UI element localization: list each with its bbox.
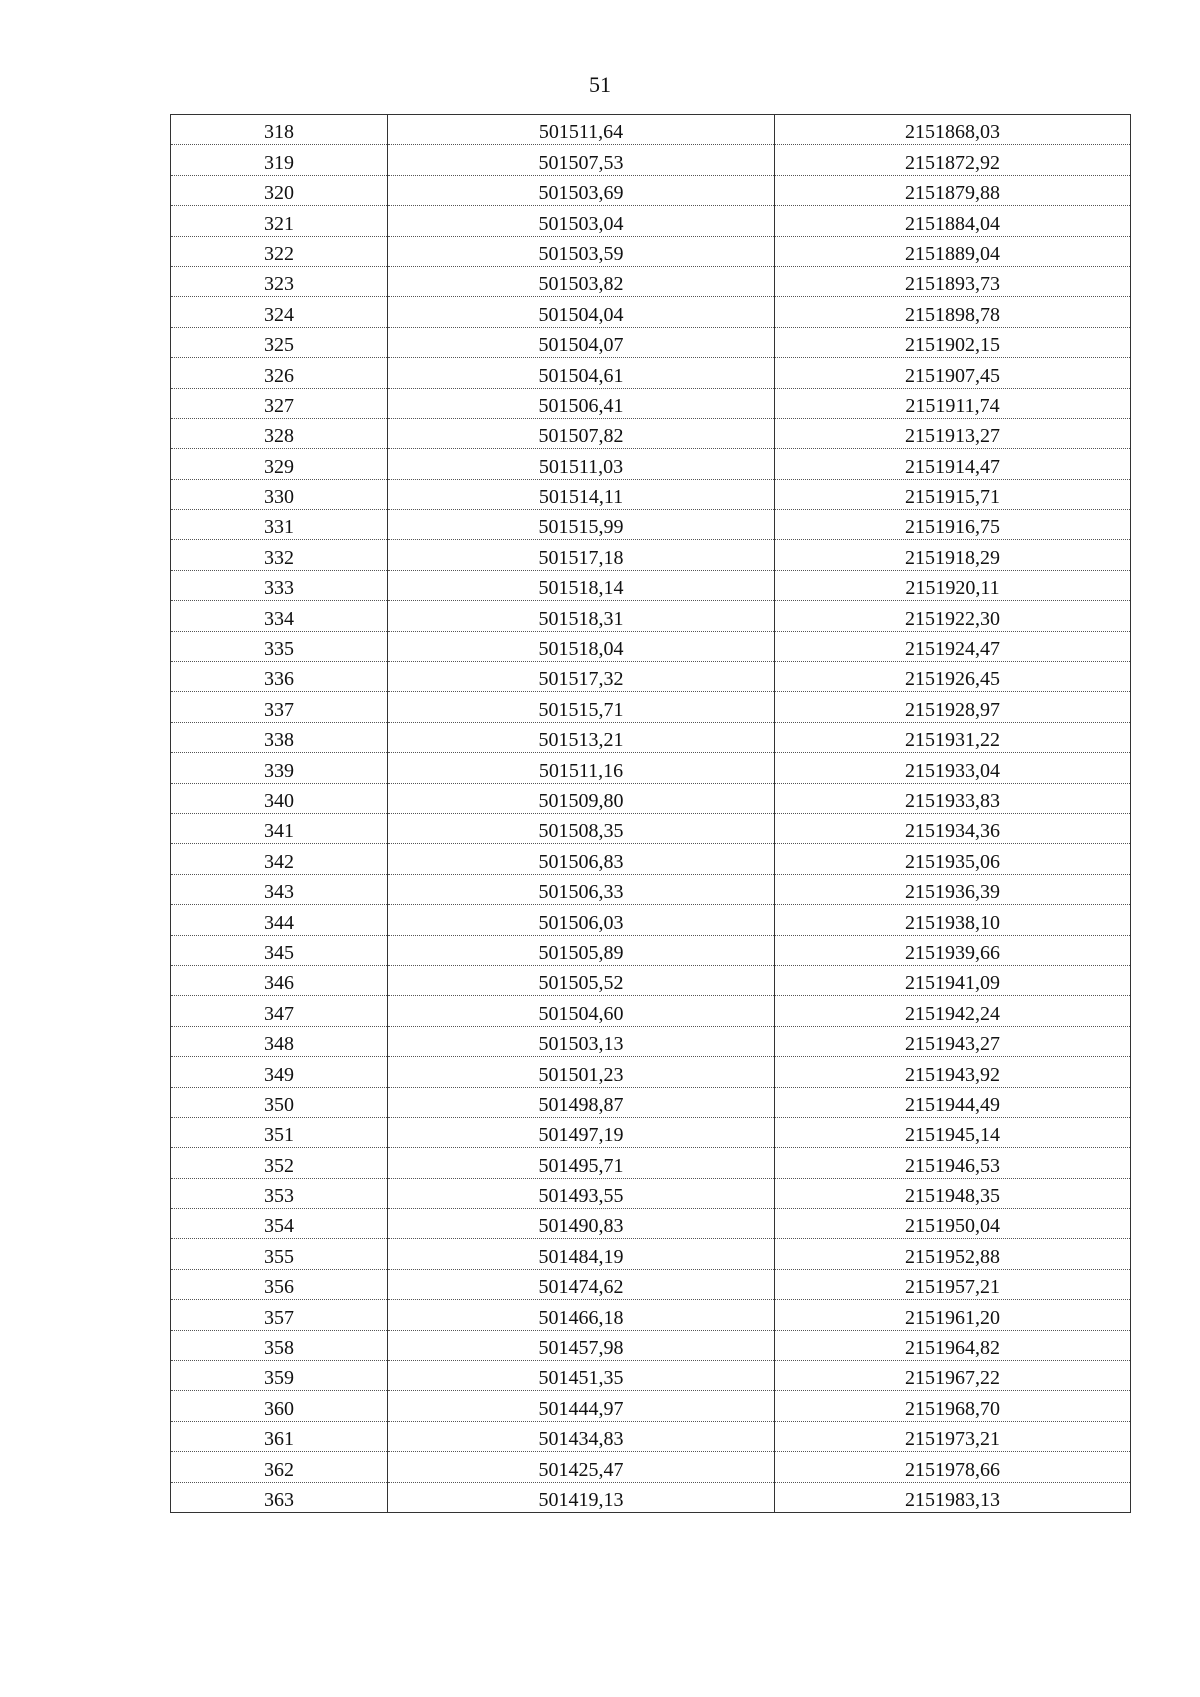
x-coordinate-cell: 501504,04	[388, 297, 775, 327]
point-number-cell: 331	[171, 510, 388, 540]
point-number-cell: 350	[171, 1087, 388, 1117]
table-row	[171, 327, 1131, 357]
y-coordinate-cell: 2151983,13	[775, 1482, 1131, 1512]
point-number-cell: 325	[171, 327, 388, 357]
table-row	[171, 206, 1131, 236]
y-coordinate-cell: 2151957,21	[775, 1269, 1131, 1299]
point-number-cell: 345	[171, 935, 388, 965]
x-coordinate-cell: 501419,13	[388, 1482, 775, 1512]
table-row	[171, 358, 1131, 388]
table-row	[171, 692, 1131, 722]
x-coordinate-cell: 501504,61	[388, 358, 775, 388]
y-coordinate-cell: 2151924,47	[775, 631, 1131, 661]
y-coordinate-cell: 2151964,82	[775, 1330, 1131, 1360]
table-row	[171, 1057, 1131, 1087]
point-number-cell: 359	[171, 1361, 388, 1391]
x-coordinate-cell: 501501,23	[388, 1057, 775, 1087]
y-coordinate-cell: 2151920,11	[775, 570, 1131, 600]
point-number-cell: 357	[171, 1300, 388, 1330]
x-coordinate-cell: 501503,59	[388, 236, 775, 266]
table-row	[171, 510, 1131, 540]
table-row	[171, 1178, 1131, 1208]
point-number-cell: 337	[171, 692, 388, 722]
x-coordinate-cell: 501513,21	[388, 722, 775, 752]
table-row	[171, 1148, 1131, 1178]
point-number-cell: 334	[171, 601, 388, 631]
point-number-cell: 323	[171, 266, 388, 296]
point-number-cell: 343	[171, 874, 388, 904]
page-number: 51	[589, 72, 611, 97]
table-row	[171, 813, 1131, 843]
point-number-cell: 333	[171, 570, 388, 600]
table-row	[171, 1239, 1131, 1269]
table-row	[171, 1421, 1131, 1451]
x-coordinate-cell: 501498,87	[388, 1087, 775, 1117]
y-coordinate-cell: 2151936,39	[775, 874, 1131, 904]
point-number-cell: 348	[171, 1026, 388, 1056]
point-number-cell: 330	[171, 479, 388, 509]
point-number-cell: 328	[171, 418, 388, 448]
table-row	[171, 783, 1131, 813]
table-row	[171, 1026, 1131, 1056]
table-row	[171, 297, 1131, 327]
table-row	[171, 1269, 1131, 1299]
y-coordinate-cell: 2151898,78	[775, 297, 1131, 327]
x-coordinate-cell: 501511,03	[388, 449, 775, 479]
point-number-cell: 329	[171, 449, 388, 479]
x-coordinate-cell: 501457,98	[388, 1330, 775, 1360]
y-coordinate-cell: 2151945,14	[775, 1117, 1131, 1147]
table-row	[171, 844, 1131, 874]
point-number-cell: 327	[171, 388, 388, 418]
point-number-cell: 344	[171, 905, 388, 935]
table-row	[171, 1452, 1131, 1482]
x-coordinate-cell: 501504,60	[388, 996, 775, 1026]
point-number-cell: 352	[171, 1148, 388, 1178]
y-coordinate-cell: 2151931,22	[775, 722, 1131, 752]
point-number-cell: 361	[171, 1421, 388, 1451]
table-row	[171, 1087, 1131, 1117]
y-coordinate-cell: 2151868,03	[775, 115, 1131, 145]
table-row	[171, 1391, 1131, 1421]
y-coordinate-cell: 2151911,74	[775, 388, 1131, 418]
table-row	[171, 1330, 1131, 1360]
x-coordinate-cell: 501508,35	[388, 813, 775, 843]
point-number-cell: 351	[171, 1117, 388, 1147]
point-number-cell: 318	[171, 115, 388, 145]
table-row	[171, 236, 1131, 266]
y-coordinate-cell: 2151913,27	[775, 418, 1131, 448]
point-number-cell: 324	[171, 297, 388, 327]
point-number-cell: 347	[171, 996, 388, 1026]
x-coordinate-cell: 501495,71	[388, 1148, 775, 1178]
y-coordinate-cell: 2151961,20	[775, 1300, 1131, 1330]
x-coordinate-cell: 501505,89	[388, 935, 775, 965]
point-number-cell: 340	[171, 783, 388, 813]
y-coordinate-cell: 2151914,47	[775, 449, 1131, 479]
x-coordinate-cell: 501506,33	[388, 874, 775, 904]
x-coordinate-cell: 501518,04	[388, 631, 775, 661]
x-coordinate-cell: 501506,03	[388, 905, 775, 935]
table-row	[171, 905, 1131, 935]
x-coordinate-cell: 501515,71	[388, 692, 775, 722]
table-row	[171, 601, 1131, 631]
point-number-cell: 358	[171, 1330, 388, 1360]
y-coordinate-cell: 2151928,97	[775, 692, 1131, 722]
table-row	[171, 631, 1131, 661]
y-coordinate-cell: 2151948,35	[775, 1178, 1131, 1208]
point-number-cell: 326	[171, 358, 388, 388]
point-number-cell: 322	[171, 236, 388, 266]
y-coordinate-cell: 2151922,30	[775, 601, 1131, 631]
point-number-cell: 346	[171, 965, 388, 995]
table-row	[171, 1361, 1131, 1391]
x-coordinate-cell: 501451,35	[388, 1361, 775, 1391]
y-coordinate-cell: 2151884,04	[775, 206, 1131, 236]
x-coordinate-cell: 501466,18	[388, 1300, 775, 1330]
x-coordinate-cell: 501515,99	[388, 510, 775, 540]
x-coordinate-cell: 501434,83	[388, 1421, 775, 1451]
point-number-cell: 349	[171, 1057, 388, 1087]
y-coordinate-cell: 2151915,71	[775, 479, 1131, 509]
table-row	[171, 145, 1131, 175]
table-row	[171, 115, 1131, 145]
x-coordinate-cell: 501506,83	[388, 844, 775, 874]
x-coordinate-cell: 501517,32	[388, 662, 775, 692]
y-coordinate-cell: 2151946,53	[775, 1148, 1131, 1178]
point-number-cell: 342	[171, 844, 388, 874]
y-coordinate-cell: 2151943,92	[775, 1057, 1131, 1087]
x-coordinate-cell: 501518,31	[388, 601, 775, 631]
x-coordinate-cell: 501506,41	[388, 388, 775, 418]
x-coordinate-cell: 501493,55	[388, 1178, 775, 1208]
x-coordinate-cell: 501503,04	[388, 206, 775, 236]
table-row	[171, 965, 1131, 995]
y-coordinate-cell: 2151941,09	[775, 965, 1131, 995]
x-coordinate-cell: 501503,69	[388, 175, 775, 205]
point-number-cell: 338	[171, 722, 388, 752]
y-coordinate-cell: 2151938,10	[775, 905, 1131, 935]
table-row	[171, 1300, 1131, 1330]
table-row	[171, 449, 1131, 479]
y-coordinate-cell: 2151889,04	[775, 236, 1131, 266]
x-coordinate-cell: 501514,11	[388, 479, 775, 509]
x-coordinate-cell: 501511,64	[388, 115, 775, 145]
y-coordinate-cell: 2151942,24	[775, 996, 1131, 1026]
point-number-cell: 355	[171, 1239, 388, 1269]
y-coordinate-cell: 2151934,36	[775, 813, 1131, 843]
x-coordinate-cell: 501504,07	[388, 327, 775, 357]
point-number-cell: 336	[171, 662, 388, 692]
table-row	[171, 753, 1131, 783]
point-number-cell: 354	[171, 1209, 388, 1239]
point-number-cell: 321	[171, 206, 388, 236]
point-number-cell: 339	[171, 753, 388, 783]
y-coordinate-cell: 2151926,45	[775, 662, 1131, 692]
table-row	[171, 662, 1131, 692]
x-coordinate-cell: 501474,62	[388, 1269, 775, 1299]
x-coordinate-cell: 501490,83	[388, 1209, 775, 1239]
y-coordinate-cell: 2151944,49	[775, 1087, 1131, 1117]
table-row	[171, 1209, 1131, 1239]
x-coordinate-cell: 501507,82	[388, 418, 775, 448]
point-number-cell: 360	[171, 1391, 388, 1421]
y-coordinate-cell: 2151967,22	[775, 1361, 1131, 1391]
table-row	[171, 418, 1131, 448]
point-number-cell: 362	[171, 1452, 388, 1482]
y-coordinate-cell: 2151902,15	[775, 327, 1131, 357]
x-coordinate-cell: 501511,16	[388, 753, 775, 783]
y-coordinate-cell: 2151872,92	[775, 145, 1131, 175]
y-coordinate-cell: 2151935,06	[775, 844, 1131, 874]
y-coordinate-cell: 2151973,21	[775, 1421, 1131, 1451]
point-number-cell: 353	[171, 1178, 388, 1208]
point-number-cell: 341	[171, 813, 388, 843]
y-coordinate-cell: 2151907,45	[775, 358, 1131, 388]
table-row	[171, 722, 1131, 752]
y-coordinate-cell: 2151978,66	[775, 1452, 1131, 1482]
table-row	[171, 935, 1131, 965]
x-coordinate-cell: 501509,80	[388, 783, 775, 813]
y-coordinate-cell: 2151893,73	[775, 266, 1131, 296]
table-row	[171, 540, 1131, 570]
point-number-cell: 319	[171, 145, 388, 175]
x-coordinate-cell: 501507,53	[388, 145, 775, 175]
x-coordinate-cell: 501425,47	[388, 1452, 775, 1482]
y-coordinate-cell: 2151950,04	[775, 1209, 1131, 1239]
table-row	[171, 570, 1131, 600]
y-coordinate-cell: 2151918,29	[775, 540, 1131, 570]
x-coordinate-cell: 501518,14	[388, 570, 775, 600]
y-coordinate-cell: 2151952,88	[775, 1239, 1131, 1269]
table-row	[171, 996, 1131, 1026]
x-coordinate-cell: 501503,82	[388, 266, 775, 296]
coordinates-table	[170, 114, 1131, 1513]
y-coordinate-cell: 2151933,04	[775, 753, 1131, 783]
x-coordinate-cell: 501503,13	[388, 1026, 775, 1056]
y-coordinate-cell: 2151933,83	[775, 783, 1131, 813]
x-coordinate-cell: 501484,19	[388, 1239, 775, 1269]
table-row	[171, 1117, 1131, 1147]
x-coordinate-cell: 501505,52	[388, 965, 775, 995]
x-coordinate-cell: 501517,18	[388, 540, 775, 570]
point-number-cell: 363	[171, 1482, 388, 1512]
x-coordinate-cell: 501497,19	[388, 1117, 775, 1147]
table-row	[171, 479, 1131, 509]
table-row	[171, 266, 1131, 296]
point-number-cell: 335	[171, 631, 388, 661]
point-number-cell: 320	[171, 175, 388, 205]
y-coordinate-cell: 2151943,27	[775, 1026, 1131, 1056]
point-number-cell: 356	[171, 1269, 388, 1299]
table-row	[171, 1482, 1131, 1512]
y-coordinate-cell: 2151939,66	[775, 935, 1131, 965]
table-row	[171, 175, 1131, 205]
y-coordinate-cell: 2151879,88	[775, 175, 1131, 205]
point-number-cell: 332	[171, 540, 388, 570]
y-coordinate-cell: 2151968,70	[775, 1391, 1131, 1421]
y-coordinate-cell: 2151916,75	[775, 510, 1131, 540]
coordinates-table-body	[171, 115, 1131, 1513]
x-coordinate-cell: 501444,97	[388, 1391, 775, 1421]
table-row	[171, 388, 1131, 418]
table-row	[171, 874, 1131, 904]
